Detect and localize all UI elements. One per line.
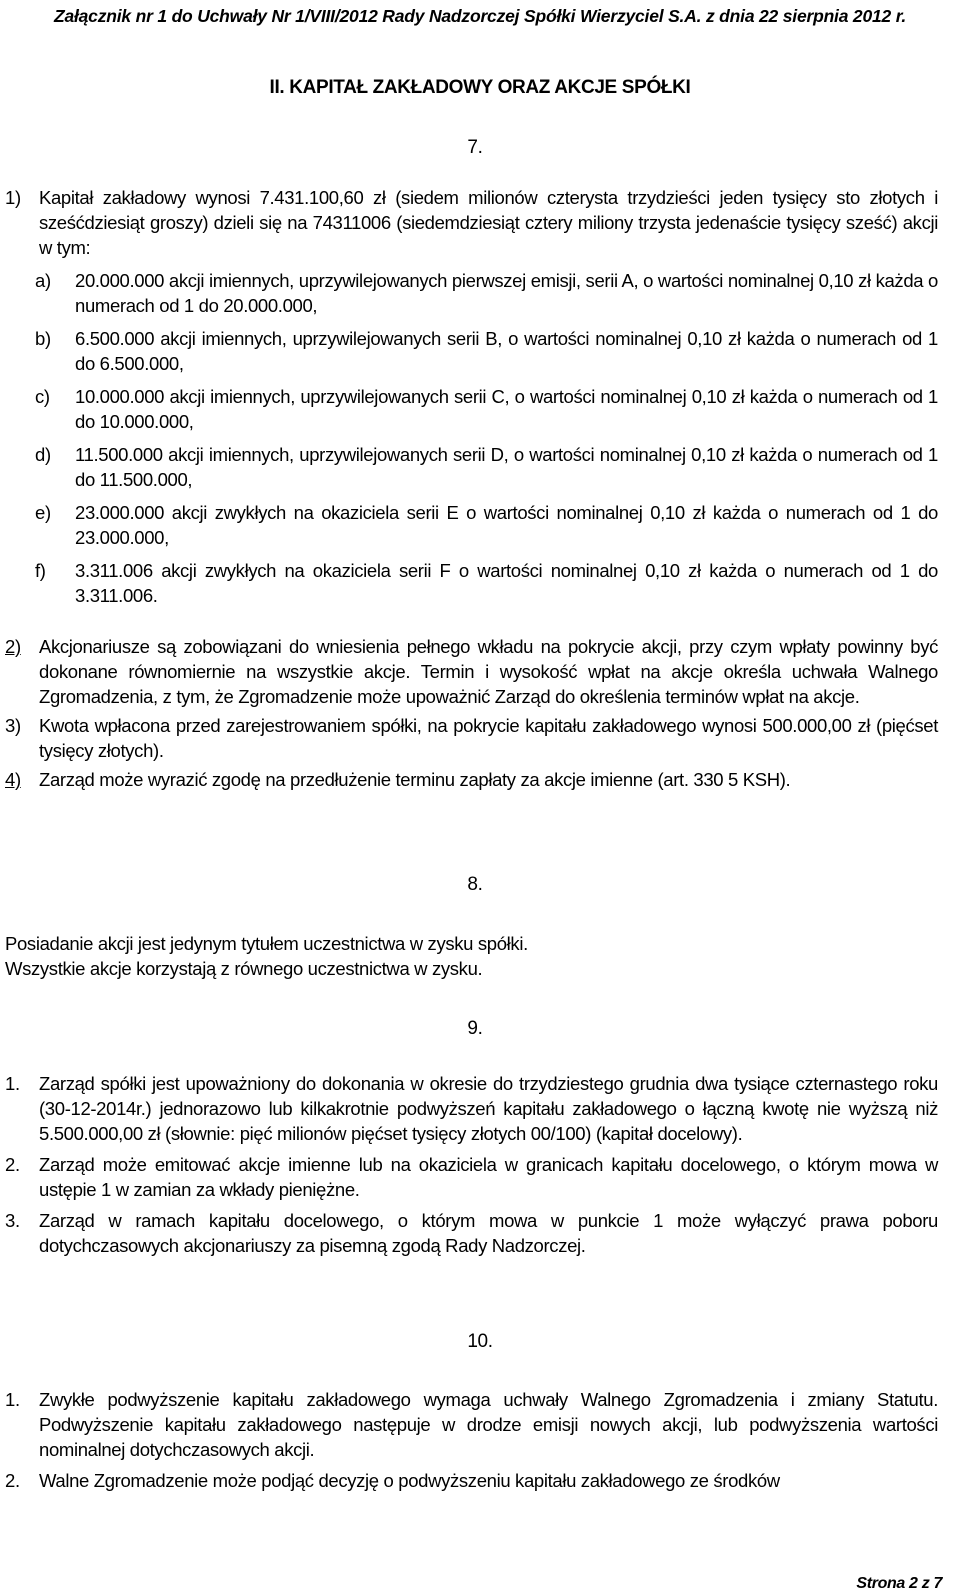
item-text: Zwykłe podwyższenie kapitału zakładowego wymaga uchwały Walnego Zgromadzenia i zmiany Statutu. Podwyższenie kapitału zakładowego następuje w drodze emisji nowych akcji, lub podwyższenia wartości nominalnej dotychczasowych akcji. bbox=[39, 1389, 938, 1460]
item-label: 1. bbox=[5, 1073, 20, 1094]
list-item bbox=[5, 1071, 938, 1146]
item-label: e) bbox=[35, 502, 51, 523]
list-item bbox=[35, 558, 938, 608]
item-label: c) bbox=[35, 386, 50, 407]
item-text: Kapitał zakładowy wynosi 7.431.100,60 zł (siedem milionów czterysta trzydzieści jeden tysięcy sto złotych i sześćdziesiąt groszy) dzieli się na 74311006 (siedemdziesiąt cztery miliony trzysta jedenaście tysięcy sześć) akcji w tym: bbox=[39, 187, 938, 258]
list-item bbox=[5, 1152, 938, 1202]
item-label: 4) bbox=[5, 769, 21, 790]
item-text: Zarząd może wyrazić zgodę na przedłużenie terminu zapłaty za akcje imienne (art. 330 5 KSH). bbox=[39, 769, 791, 790]
item-text: Zarząd spółki jest upoważniony do dokonania w okresie do trzydziestego grudnia dwa tysiące czternastego roku (30-12-2014r.) jednorazowo lub kilkakrotnie podwyższeń kapitału zakładowego o łączną kwotę nie wyższą niż 5.500.000,00 zł (słownie: pięć milionów pięćset tysięcy złotych 00/100) (kapitał docelowy). bbox=[39, 1073, 938, 1144]
list-item bbox=[35, 326, 938, 376]
item-text: Zarząd może emitować akcje imienne lub na okaziciela w granicach kapitału docelowego, o którym mowa w ustępie 1 w zamian za wkłady pieniężne. bbox=[39, 1154, 938, 1200]
section-7-body bbox=[5, 185, 938, 792]
list-item bbox=[35, 384, 938, 434]
item-text: Zarząd w ramach kapitału docelowego, o którym mowa w punkcie 1 może wyłączyć prawa poboru dotychczasowych akcjonariuszy za pisemną zgodą Rady Nadzorczej. bbox=[39, 1210, 938, 1256]
section-9-body bbox=[5, 1071, 938, 1258]
item-text: 3.311.006 akcji zwykłych na okaziciela serii F o wartości nominalnej 0,10 zł każda o numerach od 1 do 3.311.006. bbox=[75, 560, 938, 606]
section-10-body bbox=[5, 1387, 938, 1493]
item-label: 3. bbox=[5, 1210, 20, 1231]
list-item bbox=[35, 500, 938, 550]
item-label: 2) bbox=[5, 636, 21, 657]
item-label: 3) bbox=[5, 715, 21, 736]
list-item bbox=[5, 1468, 938, 1493]
paragraph-number-7: 7. bbox=[467, 137, 483, 158]
paragraph-number-10: 10. bbox=[467, 1331, 493, 1352]
list-item bbox=[5, 1387, 938, 1462]
page-header: Załącznik nr 1 do Uchwały Nr 1/VIII/2012 Rady Nadzorczej Spółki Wierzyciel S.A. z dnia 22 sierpnia 2012 r. bbox=[53, 6, 907, 26]
item-text: Kwota wpłacona przed zarejestrowaniem spółki, na pokrycie kapitału zakładowego wynosi 500.000,00 zł (pięćset tysięcy złotych). bbox=[39, 715, 938, 761]
paragraph: Posiadanie akcji jest jedynym tytułem uczestnictwa w zysku spółki. bbox=[5, 933, 528, 954]
page-footer: Strona 2 z 7 bbox=[856, 1575, 942, 1592]
item-label: 1) bbox=[5, 187, 21, 208]
item-label: a) bbox=[35, 270, 51, 291]
list-item bbox=[5, 713, 938, 763]
item-label: b) bbox=[35, 328, 51, 349]
item-text: 11.500.000 akcji imiennych, uprzywilejowanych serii D, o wartości nominalnej 0,10 zł każda o numerach od 1 do 11.500.000, bbox=[75, 444, 938, 490]
chapter-title: II. KAPITAŁ ZAKŁADOWY ORAZ AKCJE SPÓŁKI bbox=[269, 77, 691, 98]
item-text: 20.000.000 akcji imiennych, uprzywilejowanych pierwszej emisji, serii A, o wartości nominalnej 0,10 zł każda o numerach od 1 do 20.000.000, bbox=[75, 270, 938, 316]
paragraph: Wszystkie akcje korzystają z równego uczestnictwa w zysku. bbox=[5, 958, 483, 979]
list-item bbox=[5, 634, 938, 709]
item-label: 1. bbox=[5, 1389, 20, 1410]
item-text: Walne Zgromadzenie może podjąć decyzję o podwyższeniu kapitału zakładowego ze środków bbox=[39, 1470, 780, 1491]
section-8-body bbox=[5, 931, 938, 981]
list-item bbox=[35, 442, 938, 492]
item-label: d) bbox=[35, 444, 51, 465]
paragraph-number-8: 8. bbox=[467, 874, 483, 895]
item-label: f) bbox=[35, 560, 46, 581]
item-label: 2. bbox=[5, 1470, 20, 1491]
list-item bbox=[35, 268, 938, 318]
item-text: 10.000.000 akcji imiennych, uprzywilejowanych serii C, o wartości nominalnej 0,10 zł każda o numerach od 1 do 10.000.000, bbox=[75, 386, 938, 432]
item-text: 6.500.000 akcji imiennych, uprzywilejowanych serii B, o wartości nominalnej 0,10 zł każda o numerach od 1 do 6.500.000, bbox=[75, 328, 938, 374]
list-item bbox=[5, 767, 938, 792]
item-label: 2. bbox=[5, 1154, 20, 1175]
item-text: 23.000.000 akcji zwykłych na okaziciela serii E o wartości nominalnej 0,10 zł każda o numerach od 1 do 23.000.000, bbox=[75, 502, 938, 548]
paragraph-number-9: 9. bbox=[467, 1018, 483, 1039]
item-text: Akcjonariusze są zobowiązani do wniesienia pełnego wkładu na pokrycie akcji, przy czym wpłaty powinny być dokonane równomiernie na wszystkie akcje. Termin i wysokość wpłat na akcje określa uchwała Walnego Zgromadzenia, z tym, że Zgromadzenie może upoważnić Zarząd do określenia terminów wpłat na akcje. bbox=[39, 636, 938, 707]
list-item bbox=[5, 185, 938, 260]
list-item bbox=[5, 1208, 938, 1258]
